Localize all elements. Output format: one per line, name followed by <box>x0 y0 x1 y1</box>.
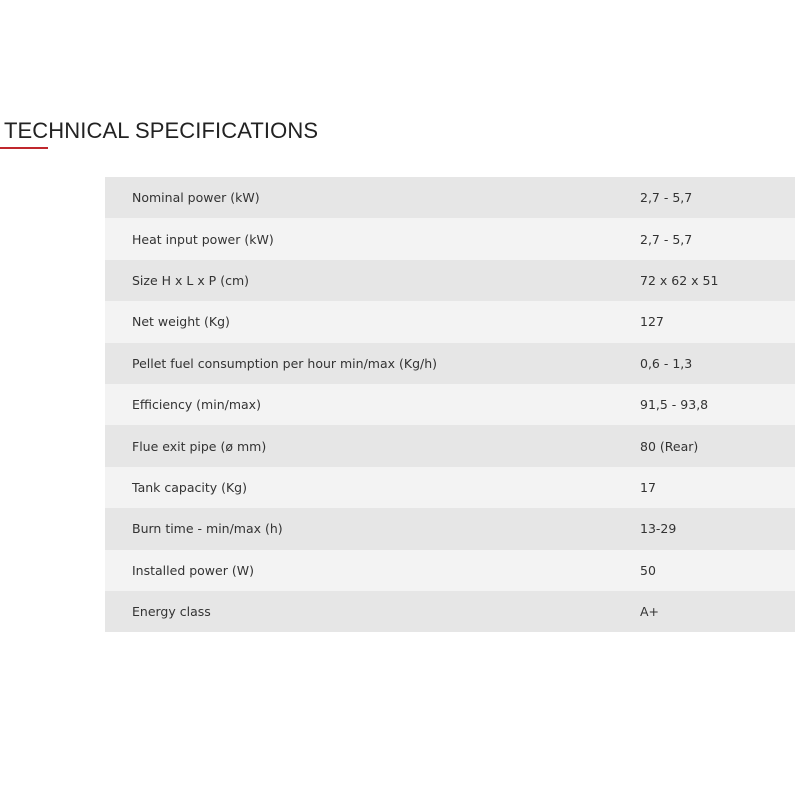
spec-row-flue-exit-pipe <box>105 425 795 466</box>
spec-value: A+ <box>640 591 795 632</box>
spec-value: 0,6 - 1,3 <box>640 343 795 384</box>
spec-label: Nominal power (kW) <box>105 177 640 218</box>
spec-label: Flue exit pipe (ø mm) <box>105 425 640 466</box>
spec-label: Installed power (W) <box>105 550 640 591</box>
spec-label: Heat input power (kW) <box>105 218 640 259</box>
spec-row-energy-class <box>105 591 795 632</box>
spec-label: Tank capacity (Kg) <box>105 467 640 508</box>
spec-label: Burn time - min/max (h) <box>105 508 640 549</box>
spec-value: 127 <box>640 301 795 342</box>
spec-value: 2,7 - 5,7 <box>640 218 795 259</box>
spec-row-efficiency <box>105 384 795 425</box>
spec-row-nominal-power <box>105 177 795 218</box>
spec-value: 91,5 - 93,8 <box>640 384 795 425</box>
spec-label: Energy class <box>105 591 640 632</box>
spec-label: Pellet fuel consumption per hour min/max (Kg/h) <box>105 343 640 384</box>
spec-value: 17 <box>640 467 795 508</box>
spec-row-pellet-consumption <box>105 343 795 384</box>
spec-value: 80 (Rear) <box>640 425 795 466</box>
spec-table <box>105 177 795 632</box>
heading-underline-accent <box>0 147 48 149</box>
spec-row-burn-time <box>105 508 795 549</box>
spec-label: Net weight (Kg) <box>105 301 640 342</box>
spec-row-tank-capacity <box>105 467 795 508</box>
spec-value: 13-29 <box>640 508 795 549</box>
spec-row-heat-input-power <box>105 218 795 259</box>
spec-value: 50 <box>640 550 795 591</box>
spec-label: Efficiency (min/max) <box>105 384 640 425</box>
spec-row-size <box>105 260 795 301</box>
spec-value: 2,7 - 5,7 <box>640 177 795 218</box>
spec-label: Size H x L x P (cm) <box>105 260 640 301</box>
spec-row-installed-power <box>105 550 795 591</box>
section-heading: TECHNICAL SPECIFICATIONS <box>4 118 319 143</box>
spec-value: 72 x 62 x 51 <box>640 260 795 301</box>
spec-row-net-weight <box>105 301 795 342</box>
